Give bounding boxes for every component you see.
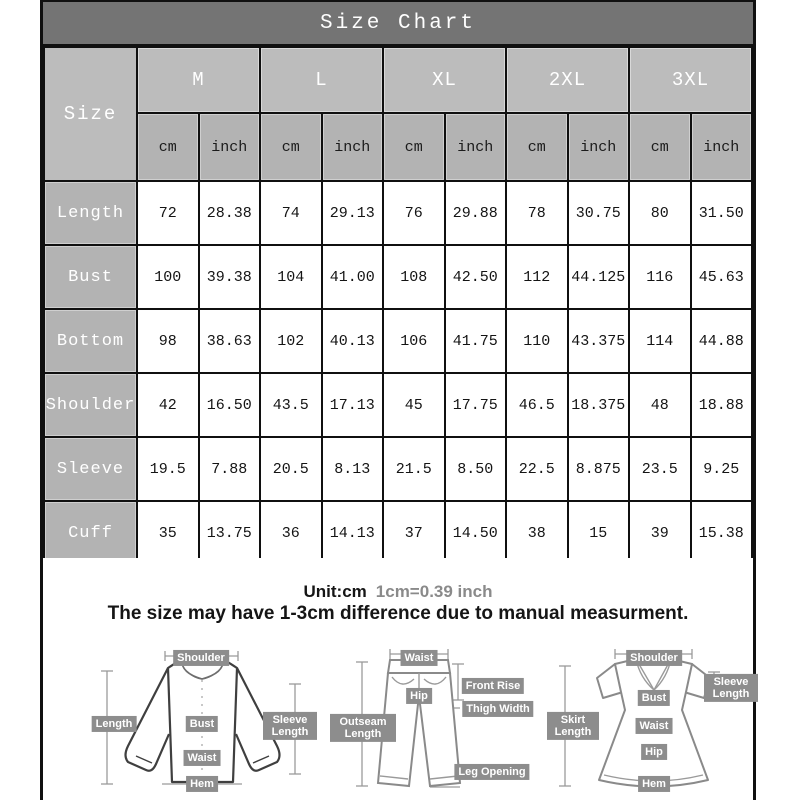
row-label: Bust xyxy=(44,245,137,309)
size-value-cell: 108 xyxy=(383,245,445,309)
shirt-sleeve-length-badge: Sleeve Length xyxy=(263,712,317,740)
title-bar xyxy=(43,2,753,46)
size-header-3xl: 3XL xyxy=(629,47,752,113)
size-value-cell: 35 xyxy=(137,501,199,565)
pants-outseam-length-badge: Outseam Length xyxy=(330,714,396,742)
shirt-shoulder-badge: Shoulder xyxy=(173,650,229,666)
size-value-cell: 41.00 xyxy=(322,245,384,309)
size-value-cell: 8.13 xyxy=(322,437,384,501)
size-table xyxy=(43,46,753,566)
unit-header-cm: cm xyxy=(383,113,445,181)
unit-header-cm: cm xyxy=(629,113,691,181)
size-value-cell: 39 xyxy=(629,501,691,565)
size-value-cell: 38.63 xyxy=(199,309,261,373)
size-value-cell: 44.125 xyxy=(568,245,630,309)
size-name-row xyxy=(44,47,752,113)
size-value-cell: 21.5 xyxy=(383,437,445,501)
size-value-cell: 98 xyxy=(137,309,199,373)
table-row xyxy=(44,501,752,565)
dress-bust-badge: Bust xyxy=(638,690,670,706)
chart-frame xyxy=(40,0,756,800)
row-label: Length xyxy=(44,181,137,245)
pants-diagram xyxy=(330,646,560,796)
row-label: Sleeve xyxy=(44,437,137,501)
unit-label: Unit:cm xyxy=(303,582,367,601)
size-value-cell: 45.63 xyxy=(691,245,753,309)
size-value-cell: 17.13 xyxy=(322,373,384,437)
table-row xyxy=(44,437,752,501)
size-value-cell: 44.88 xyxy=(691,309,753,373)
size-header-xl: XL xyxy=(383,47,506,113)
page-title: Size Chart xyxy=(319,11,477,35)
size-header-2xl: 2XL xyxy=(506,47,629,113)
size-value-cell: 30.75 xyxy=(568,181,630,245)
corner-size-header: Size xyxy=(44,47,137,181)
size-value-cell: 112 xyxy=(506,245,568,309)
size-value-cell: 80 xyxy=(629,181,691,245)
size-value-cell: 13.75 xyxy=(199,501,261,565)
size-value-cell: 37 xyxy=(383,501,445,565)
unit-note xyxy=(43,582,753,602)
shirt-bust-badge: Bust xyxy=(186,716,218,732)
pants-front-rise-badge: Front Rise xyxy=(462,678,524,694)
unit-header-cm: cm xyxy=(506,113,568,181)
size-value-cell: 9.25 xyxy=(691,437,753,501)
dress-sleeve-length-badge: Sleeve Length xyxy=(704,674,758,702)
size-value-cell: 72 xyxy=(137,181,199,245)
size-value-cell: 78 xyxy=(506,181,568,245)
size-value-cell: 31.50 xyxy=(691,181,753,245)
size-value-cell: 114 xyxy=(629,309,691,373)
size-value-cell: 19.5 xyxy=(137,437,199,501)
unit-header-inch: inch xyxy=(568,113,630,181)
size-value-cell: 28.38 xyxy=(199,181,261,245)
size-value-cell: 41.75 xyxy=(445,309,507,373)
size-value-cell: 45 xyxy=(383,373,445,437)
size-value-cell: 17.75 xyxy=(445,373,507,437)
table-row xyxy=(44,309,752,373)
size-value-cell: 42 xyxy=(137,373,199,437)
size-value-cell: 110 xyxy=(506,309,568,373)
size-value-cell: 42.50 xyxy=(445,245,507,309)
unit-header-inch: inch xyxy=(445,113,507,181)
unit-header-cm: cm xyxy=(137,113,199,181)
table-row xyxy=(44,181,752,245)
size-value-cell: 14.13 xyxy=(322,501,384,565)
unit-header-inch: inch xyxy=(691,113,753,181)
shirt-waist-badge: Waist xyxy=(184,750,221,766)
shirt-length-badge: Length xyxy=(92,716,137,732)
row-label: Bottom xyxy=(44,309,137,373)
size-value-cell: 15 xyxy=(568,501,630,565)
shirt-hem-badge: Hem xyxy=(186,776,218,792)
size-value-cell: 18.375 xyxy=(568,373,630,437)
size-value-cell: 46.5 xyxy=(506,373,568,437)
size-value-cell: 29.88 xyxy=(445,181,507,245)
pants-hip-badge: Hip xyxy=(406,688,432,704)
size-value-cell: 16.50 xyxy=(199,373,261,437)
conversion-note: 1cm=0.39 inch xyxy=(375,582,493,601)
size-value-cell: 23.5 xyxy=(629,437,691,501)
unit-header-cm: cm xyxy=(260,113,322,181)
size-value-cell: 14.50 xyxy=(445,501,507,565)
size-value-cell: 8.875 xyxy=(568,437,630,501)
measurement-diagrams xyxy=(43,646,753,798)
pants-waist-badge: Waist xyxy=(401,650,438,666)
size-value-cell: 36 xyxy=(260,501,322,565)
size-value-cell: 40.13 xyxy=(322,309,384,373)
size-value-cell: 38 xyxy=(506,501,568,565)
table-row xyxy=(44,245,752,309)
dress-skirt-length-badge: Skirt Length xyxy=(547,712,599,740)
size-value-cell: 106 xyxy=(383,309,445,373)
size-value-cell: 39.38 xyxy=(199,245,261,309)
size-value-cell: 43.375 xyxy=(568,309,630,373)
size-header-l: L xyxy=(260,47,383,113)
table-row xyxy=(44,373,752,437)
unit-row xyxy=(44,113,752,181)
size-value-cell: 48 xyxy=(629,373,691,437)
pants-leg-opening-badge: Leg Opening xyxy=(454,764,529,780)
size-value-cell: 104 xyxy=(260,245,322,309)
row-label: Cuff xyxy=(44,501,137,565)
size-value-cell: 18.88 xyxy=(691,373,753,437)
disclaimer-note: The size may have 1-3cm difference due to manual measurment. xyxy=(107,603,689,624)
size-value-cell: 7.88 xyxy=(199,437,261,501)
size-value-cell: 74 xyxy=(260,181,322,245)
size-value-cell: 100 xyxy=(137,245,199,309)
pants-thigh-width-badge: Thigh Width xyxy=(462,701,533,717)
size-value-cell: 102 xyxy=(260,309,322,373)
size-value-cell: 116 xyxy=(629,245,691,309)
dress-shoulder-badge: Shoulder xyxy=(626,650,682,666)
size-value-cell: 20.5 xyxy=(260,437,322,501)
unit-header-inch: inch xyxy=(322,113,384,181)
size-table-body xyxy=(44,181,752,565)
row-label: Shoulder xyxy=(44,373,137,437)
size-value-cell: 76 xyxy=(383,181,445,245)
size-value-cell: 43.5 xyxy=(260,373,322,437)
size-value-cell: 8.50 xyxy=(445,437,507,501)
dress-hip-badge: Hip xyxy=(641,744,667,760)
dress-hem-badge: Hem xyxy=(638,776,670,792)
shirt-diagram xyxy=(88,646,316,796)
notes-section xyxy=(43,558,753,800)
size-header-m: M xyxy=(137,47,260,113)
size-table-header xyxy=(44,47,752,181)
dress-diagram xyxy=(551,646,757,796)
dress-waist-badge: Waist xyxy=(636,718,673,734)
size-value-cell: 29.13 xyxy=(322,181,384,245)
size-value-cell: 22.5 xyxy=(506,437,568,501)
unit-header-inch: inch xyxy=(199,113,261,181)
size-value-cell: 15.38 xyxy=(691,501,753,565)
